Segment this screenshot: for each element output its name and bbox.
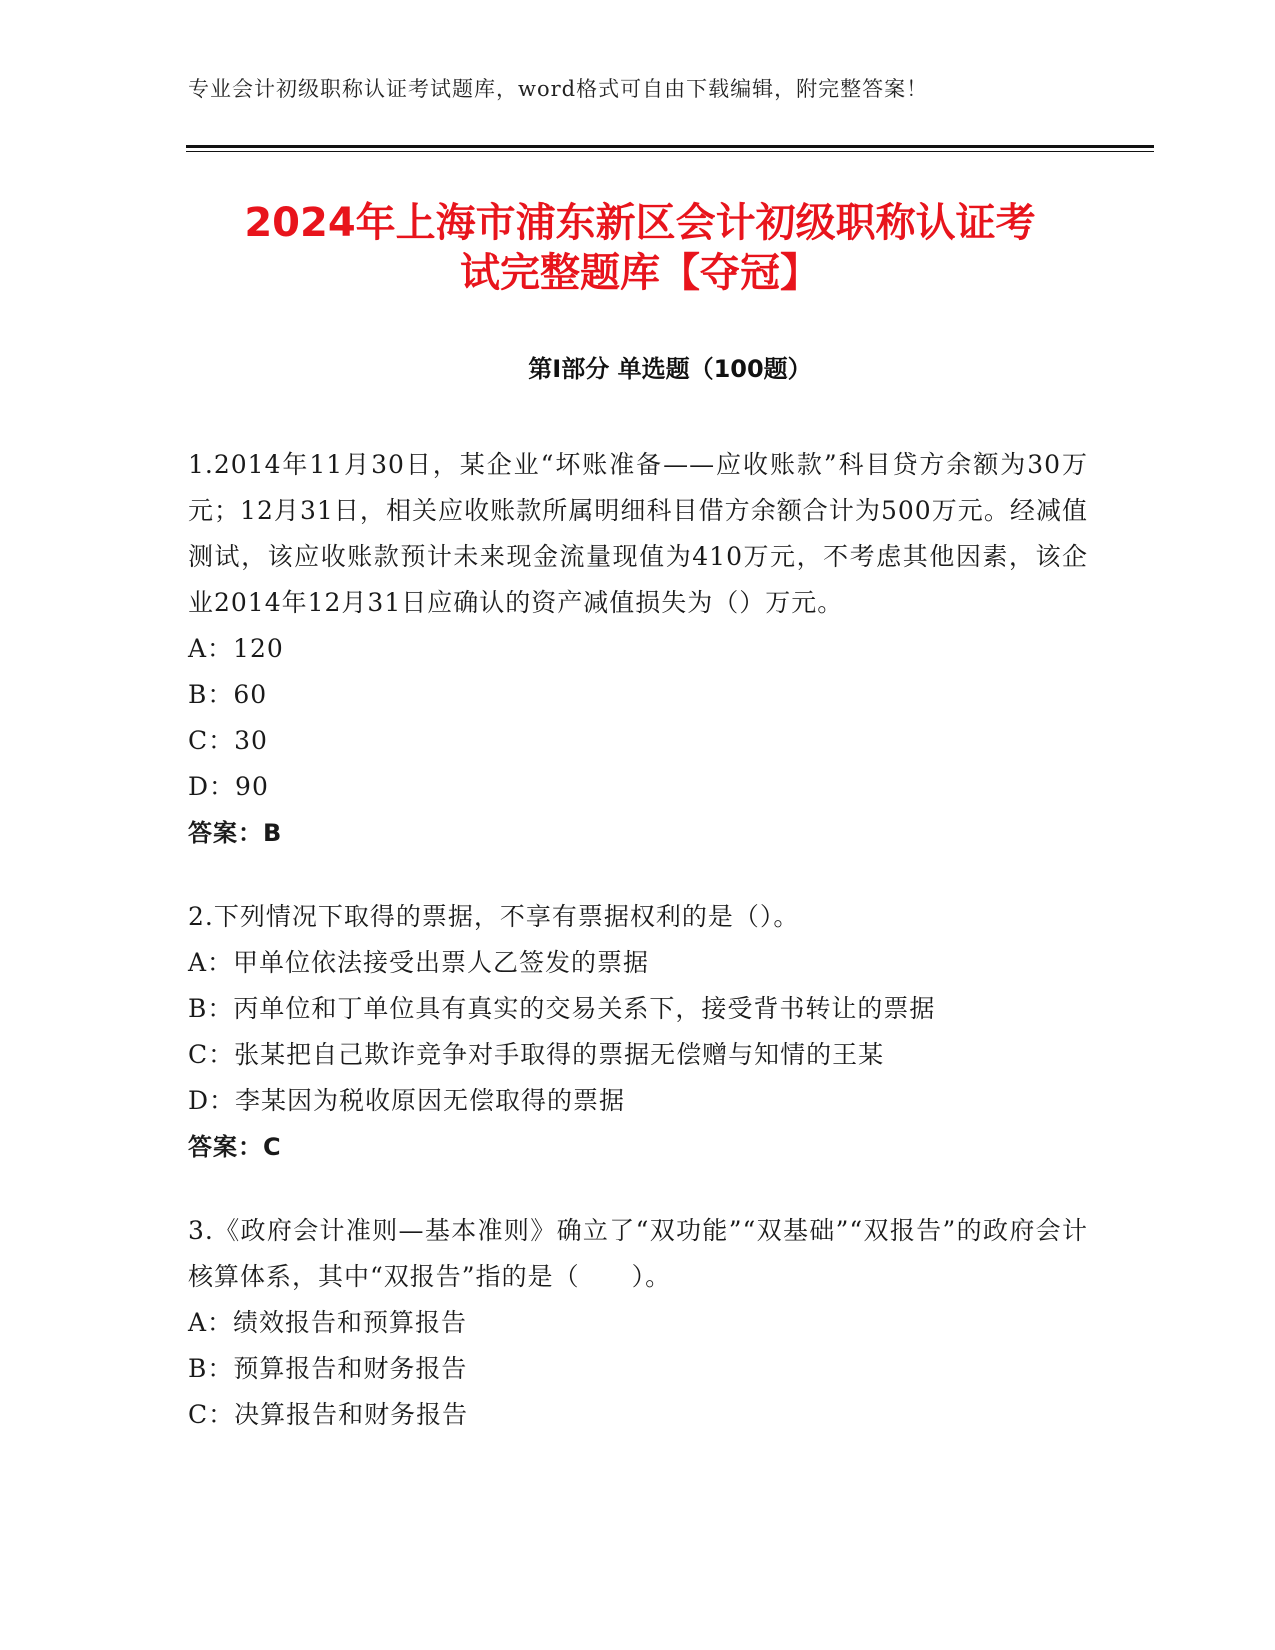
header-divider-thin: [186, 151, 1154, 152]
option-c: C：决算报告和财务报告: [188, 1400, 469, 1429]
document-title-line-1: 2024年上海市浦东新区会计初级职称认证考: [244, 200, 1036, 246]
header-note: 专业会计初级职称认证考试题库，word格式可自由下载编辑，附完整答案！: [188, 77, 929, 101]
option-c: C：30: [188, 726, 268, 755]
option-c: C：张某把自己欺诈竞争对手取得的票据无偿赠与知情的王某: [188, 1040, 885, 1069]
question-stem: 3.《政府会计准则—基本准则》确立了“双功能”“双基础”“双报告”的政府会计核算体系，其中“双报告”指的是（ ）。: [188, 1216, 1088, 1291]
option-b: B：丙单位和丁单位具有真实的交易关系下，接受背书转让的票据: [188, 994, 936, 1023]
option-d: D：李某因为税收原因无偿取得的票据: [188, 1086, 626, 1115]
question-1: [188, 442, 1088, 856]
option-a: A：120: [188, 634, 284, 663]
document-title: [180, 198, 1100, 298]
option-d: D：90: [188, 772, 269, 801]
question-2: [188, 894, 1088, 1170]
header-divider-thick: [186, 145, 1154, 148]
answer-line: 答案：C: [188, 1133, 282, 1161]
question-stem: 2.下列情况下取得的票据，不享有票据权利的是（）。: [188, 902, 800, 931]
question-3: [188, 1208, 1088, 1438]
option-b: B：60: [188, 680, 268, 709]
question-list: [188, 442, 1088, 1476]
question-stem: 1.2014年11月30日，某企业“坏账准备——应收账款”科目贷方余额为30万元；12月31日，相关应收账款所属明细科目借方余额合计为500万元。经减值测试，该应收账款预计未来现金流量现值为410万元，不考虑其他因素，该企业2014年12月31日应确认的资产减值损失为（）万元。: [188, 450, 1088, 617]
document-title-line-2: 试完整题库【夺冠】: [460, 250, 820, 296]
option-b: B：预算报告和财务报告: [188, 1354, 468, 1383]
option-a: A：绩效报告和预算报告: [188, 1308, 468, 1337]
option-a: A：甲单位依法接受出票人乙签发的票据: [188, 948, 650, 977]
answer-line: 答案：B: [188, 819, 283, 847]
section-heading: 第Ⅰ部分 单选题（100题）: [528, 355, 812, 383]
